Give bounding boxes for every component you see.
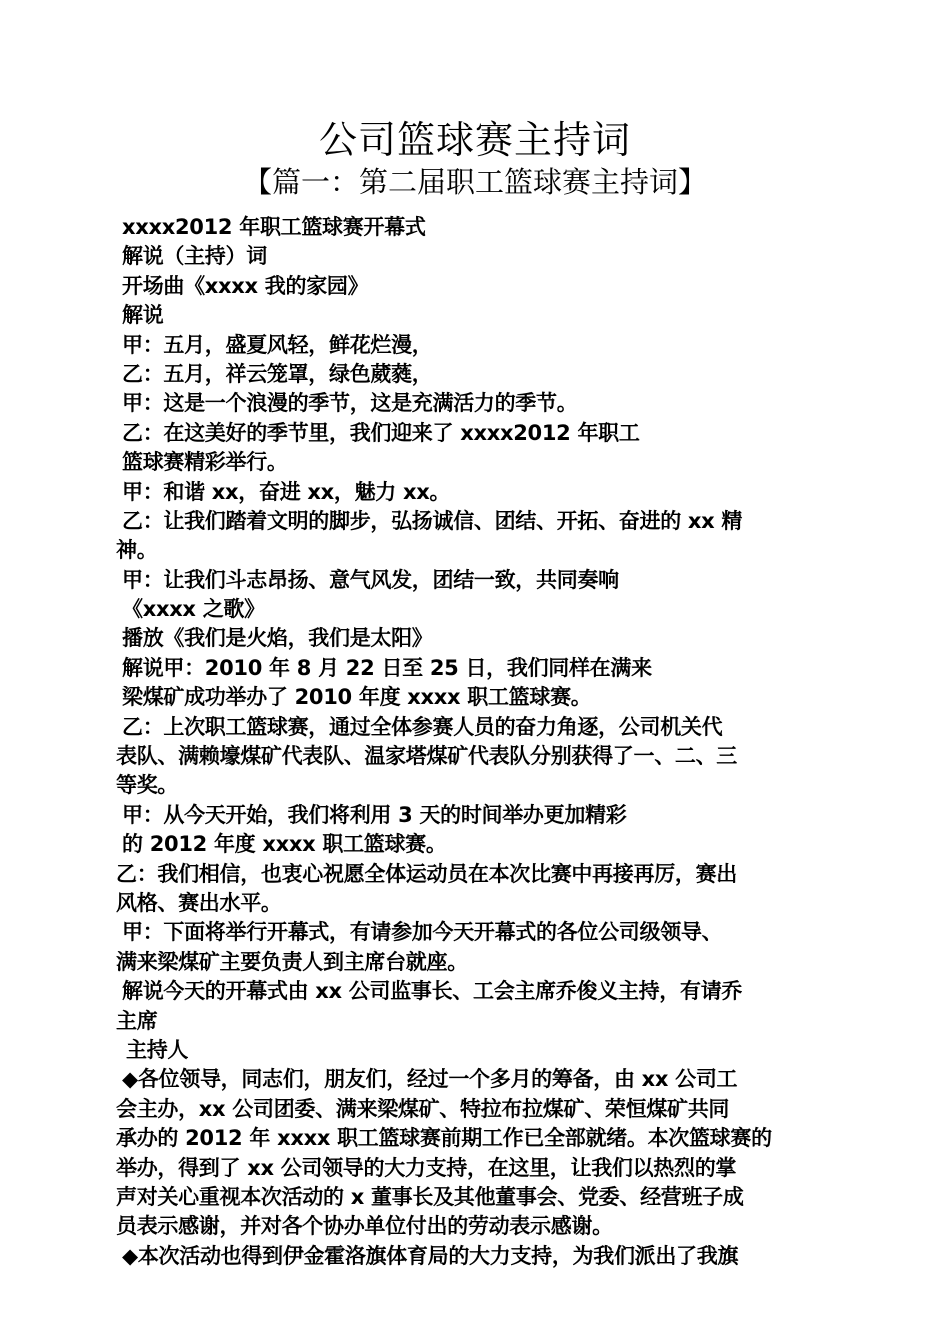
text-line: 播放《我们是火焰，我们是太阳》 [122, 626, 433, 651]
text-line: 主持人 [126, 1037, 189, 1062]
text-line: 风格、赛出水平。 [116, 890, 282, 915]
text-line: ◆各位领导，同志们，朋友们，经过一个多月的筹备，由 xx 公司工 [122, 1067, 738, 1092]
text-line: 声对关心重视本次活动的 x 董事长及其他董事会、党委、经营班子成 [116, 1184, 744, 1209]
text-line: 梁煤矿成功举办了 2010 年度 xxxx 职工篮球赛。 [122, 685, 592, 710]
document-title: 公司篮球赛主持词 [318, 118, 631, 162]
text-line: 解说今天的开幕式由 xx 公司监事长、工会主席乔俊义主持，有请乔 [122, 979, 743, 1004]
text-line: 乙：我们相信，也衷心祝愿全体运动员在本次比赛中再接再厉，赛出 [116, 861, 737, 886]
text-line: 满来梁煤矿主要负责人到主席台就座。 [116, 949, 468, 974]
text-line: 员表示感谢，并对各个协办单位付出的劳动表示感谢。 [116, 1214, 613, 1239]
text-line: 会主办，xx 公司团委、满来梁煤矿、特拉布拉煤矿、荣恒煤矿共同 [116, 1096, 730, 1121]
text-line: 甲：从今天开始，我们将利用 3 天的时间举办更加精彩 [122, 802, 627, 827]
text-line: 甲：让我们斗志昂扬、意气风发，团结一致，共同奏响 [122, 567, 619, 592]
text-line: ◆本次活动也得到伊金霍洛旗体育局的大力支持，为我们派出了我旗 [122, 1243, 739, 1268]
text-line: 承办的 2012 年 xxxx 职工篮球赛前期工作已全部就绪。本次篮球赛的 [116, 1126, 772, 1151]
text-line: 乙：让我们踏着文明的脚步，弘扬诚信、团结、开拓、奋进的 xx 精 [122, 508, 743, 533]
text-line: 解说 [122, 303, 164, 328]
text-line: 甲：这是一个浪漫的季节，这是充满活力的季节。 [122, 391, 578, 416]
document-subtitle: 【篇一：第二届职工篮球赛主持词】 [242, 165, 707, 199]
text-line: 等奖。 [116, 773, 179, 798]
document-body [116, 213, 840, 1271]
text-line: 神。 [116, 538, 158, 563]
text-line: 乙：五月，祥云笼罩，绿色葳蕤， [122, 361, 433, 386]
text-line: 甲：和谐 xx，奋进 xx，魅力 xx。 [122, 479, 451, 504]
text-line: 开场曲《xxxx 我的家园》 [122, 273, 369, 298]
text-line: 篮球赛精彩举行。 [122, 450, 288, 475]
text-line: 主席 [116, 1008, 158, 1033]
text-line: 甲：五月，盛夏风轻，鲜花烂漫， [122, 332, 433, 357]
text-line: 表队、满赖壕煤矿代表队、温家塔煤矿代表队分别获得了一、二、三 [116, 744, 737, 769]
text-line: 举办，得到了 xx 公司领导的大力支持，在这里，让我们以热烈的掌 [116, 1155, 737, 1180]
text-line: 解说（主持）词 [122, 244, 267, 269]
text-line: 乙：上次职工篮球赛，通过全体参赛人员的奋力角逐，公司机关代 [122, 714, 723, 739]
text-line: 的 2012 年度 xxxx 职工篮球赛。 [122, 832, 447, 857]
text-line: xxxx2012 年职工篮球赛开幕式 [122, 215, 426, 239]
text-line: 《xxxx 之歌》 [122, 597, 265, 622]
text-line: 乙：在这美好的季节里，我们迎来了 xxxx2012 年职工 [122, 420, 640, 445]
text-line: 甲：下面将举行开幕式，有请参加今天开幕式的各位公司级领导、 [122, 920, 723, 945]
text-line: 解说甲：2010 年 8 月 22 日至 25 日，我们同样在满来 [122, 655, 652, 680]
